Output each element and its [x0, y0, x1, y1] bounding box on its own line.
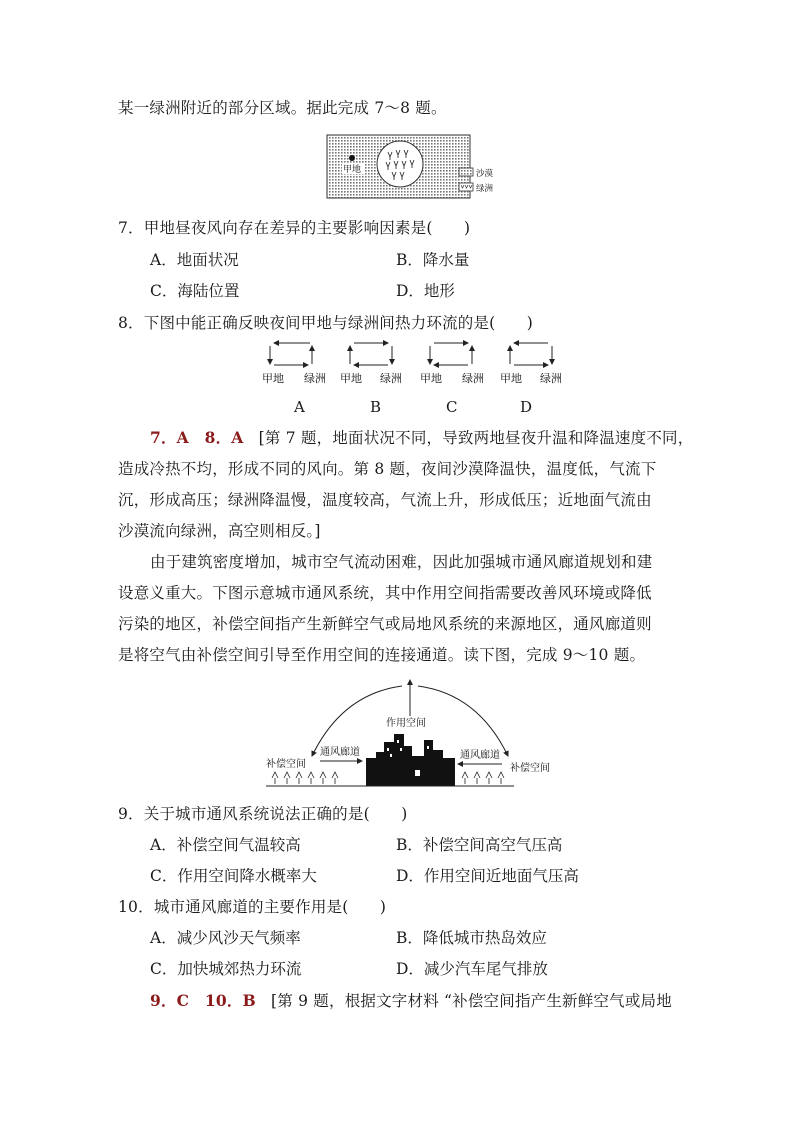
legend-desert-label: 沙漠 — [476, 169, 494, 179]
point-jia-label: 甲地 — [343, 165, 362, 175]
city-ventilation-figure — [262, 674, 562, 790]
q9-option-c[interactable]: C．作用空间降水概率大 — [150, 867, 317, 885]
answer-7-8-text4: 沙漠流向绿洲，高空则相反。] — [118, 522, 321, 540]
right-corridor-label: 通风廊道 — [460, 750, 500, 761]
diagram-b — [350, 343, 392, 365]
diagram-a-right: 绿洲 — [304, 372, 326, 385]
answer-7-8-text2: 造成冷热不均，形成不同的风向。第 8 题，夜间沙漠降温快，温度低，气流下 — [118, 460, 657, 478]
q8-option-b[interactable]: B — [370, 398, 382, 416]
answer-7-8-text1: [第 7 题，地面状况不同，导致两地昼夜升温和降温速度不同， — [258, 429, 694, 447]
diagram-c-right: 绿洲 — [462, 372, 484, 385]
q7-option-d[interactable]: D．地形 — [396, 282, 455, 300]
q9-option-b[interactable]: B．补偿空间高空气压高 — [396, 836, 563, 854]
q7-stem: 7．甲地昼夜风向存在差异的主要影响因素是( ) — [118, 219, 471, 237]
oasis-area — [377, 141, 423, 187]
legend-oasis-label: 绿洲 — [476, 184, 494, 194]
trees-right-icon — [462, 772, 504, 784]
trees-left-icon — [272, 772, 338, 784]
left-comp-label: 补偿空间 — [266, 759, 306, 770]
city-skyline-icon — [366, 734, 455, 786]
oasis-map-figure — [326, 134, 504, 200]
diagram-d — [510, 343, 552, 365]
q8-option-c[interactable]: C — [446, 398, 458, 416]
q8-option-a[interactable]: A — [294, 398, 305, 416]
q7-option-b[interactable]: B．降水量 — [396, 251, 470, 269]
diagram-c-left: 甲地 — [420, 372, 442, 385]
q7-option-c[interactable]: C．海陆位置 — [150, 282, 240, 300]
q10-option-b[interactable]: B．降低城市热岛效应 — [396, 929, 547, 947]
q10-option-c[interactable]: C．加快城郊热力环流 — [150, 960, 302, 978]
q9-option-d[interactable]: D．作用空间近地面气压高 — [396, 867, 579, 885]
q10-stem: 10．城市通风廊道的主要作用是( ) — [118, 898, 387, 916]
diagram-b-right: 绿洲 — [380, 372, 402, 385]
left-corridor-label: 通风廊道 — [320, 747, 360, 758]
intro-text: 某一绿洲附近的部分区域。据此完成 7～8 题。 — [118, 99, 447, 117]
diagram-a-left: 甲地 — [262, 372, 284, 385]
passage-line-4: 是将空气由补偿空间引导至作用空间的连接通道。读下图，完成 9～10 题。 — [118, 646, 646, 664]
q10-option-d[interactable]: D．减少汽车尾气排放 — [396, 960, 548, 978]
passage-line-2: 设意义重大。下图示意城市通风系统，其中作用空间指需要改善风环境或降低 — [118, 584, 652, 602]
q8-stem: 8．下图中能正确反映夜间甲地与绿洲间热力环流的是( ) — [118, 314, 534, 332]
q7-option-a[interactable]: A．地面状况 — [150, 251, 239, 269]
circulation-diagrams — [258, 338, 568, 390]
diagram-d-right: 绿洲 — [540, 372, 562, 385]
q8-option-d[interactable]: D — [520, 398, 533, 416]
passage-line-3: 污染的地区，补偿空间指产生新鲜空气或局地风系统的来源地区，通风廊道则 — [118, 615, 652, 633]
q9-option-a[interactable]: A．补偿空间气温较高 — [150, 836, 301, 854]
answer-7-8-text3: 沉，形成高压；绿洲降温慢，温度较高，气流上升，形成低压；近地面气流由 — [118, 491, 652, 509]
diagram-a — [270, 343, 312, 365]
answer-9-10-text: [第 9 题，根据文字材料 “补偿空间指产生新鲜空气或局地 — [271, 992, 672, 1010]
q9-stem: 9．关于城市通风系统说法正确的是( ) — [118, 805, 408, 823]
answer-7-8 — [150, 426, 693, 448]
passage-line-1: 由于建筑密度增加，城市空气流动困难，因此加强城市通风廊道规划和建 — [150, 553, 653, 571]
answer-7-8-key: 7．A 8．A — [150, 428, 244, 447]
answer-9-10 — [150, 989, 672, 1011]
answer-9-10-key: 9．C 10．B — [150, 991, 256, 1010]
center-label: 作用空间 — [386, 718, 426, 729]
diagram-c — [430, 343, 472, 365]
diagram-b-left: 甲地 — [340, 372, 362, 385]
right-comp-label: 补偿空间 — [510, 763, 550, 774]
q10-option-a[interactable]: A．减少风沙天气频率 — [150, 929, 301, 947]
desert-pattern-icon — [459, 168, 473, 176]
diagram-d-left: 甲地 — [500, 372, 522, 385]
point-jia-marker — [349, 155, 355, 161]
